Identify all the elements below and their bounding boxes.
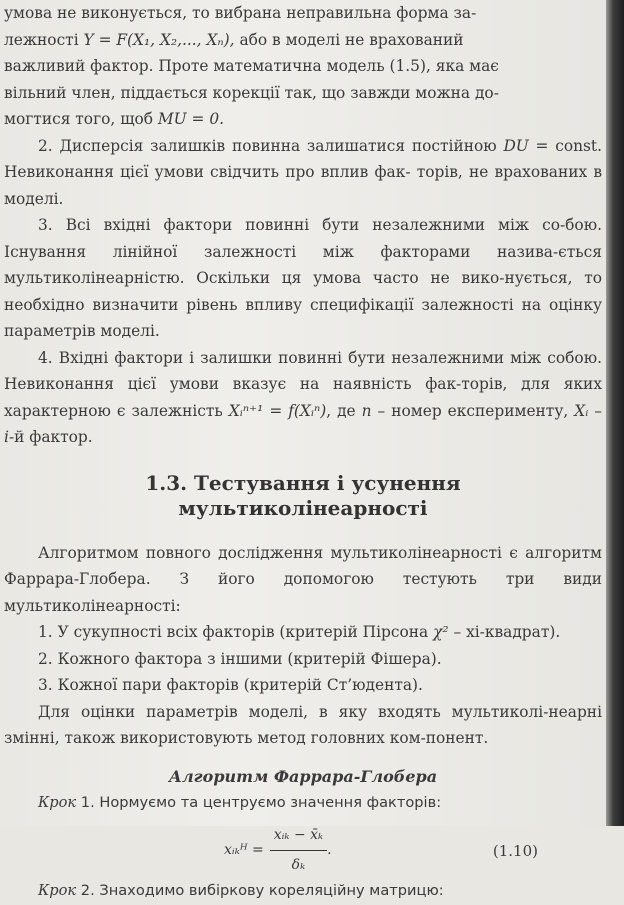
step-text: 2. Знаходимо вибіркову кореляційну матрицю: [76, 882, 444, 899]
formula-inline: χ² [433, 623, 449, 641]
formula-inline: Xᵢ [574, 401, 589, 420]
fraction-numerator: xᵢₖ − x̄ₖ [270, 822, 327, 851]
text-span: – номер експерименту, [371, 401, 575, 420]
step-label: Крок [38, 882, 77, 899]
section-heading-line: 1.3. Тестування і усунення [145, 470, 461, 495]
list-item: 2. Кожного фактора з іншими (критерій Фішера). [38, 649, 442, 668]
formula-inline: MU = 0. [157, 110, 225, 128]
list-item [4, 619, 602, 646]
text-line [4, 27, 602, 54]
formula-inline: DU [503, 136, 529, 155]
text-span: 2. Дисперсія залишків повинна залишатися постійною [38, 136, 497, 155]
formula-end: . [327, 841, 332, 858]
formula-inline: i [4, 428, 9, 446]
text-span: – [588, 401, 602, 420]
step-label: Крок [38, 793, 77, 811]
equation-number: (1.10) [492, 842, 538, 860]
formula-inline: Y = F(X₁, X₂,..., Xₙ), [83, 30, 235, 49]
text-span: умова не виконується, то вибрана неправильна форма за- [4, 4, 477, 22]
text-line [4, 106, 602, 133]
text-span: – хі-квадрат). [448, 623, 561, 641]
step-1 [4, 790, 602, 817]
text-span: лежності [4, 30, 84, 49]
formula-block [4, 816, 602, 878]
text-span: , де [326, 401, 362, 420]
fraction [270, 822, 327, 878]
section-heading-line: мультиколінеарності [178, 495, 428, 520]
list-item: 3. Кожної пари факторів (критерій Ст’юдента). [38, 676, 423, 694]
text-line [4, 53, 602, 80]
fraction-denominator: δₖ [291, 856, 306, 873]
text-line [4, 80, 602, 107]
formula-lhs: xᵢₖᴴ = [224, 841, 264, 858]
text-span: 1. У сукупності всіх факторів (критерій Пірсона [38, 623, 434, 641]
page-text [4, 0, 602, 905]
text-span: торів, не врахованих в моделі. [4, 163, 602, 208]
paragraph: Для оцінки параметрів моделі, в яку входять мультиколі-неарні змінні, також використовують метод головних ком-понент. [4, 702, 602, 747]
formula-inline: Xᵢⁿ⁺¹ = f(Xᵢⁿ) [228, 401, 327, 420]
text-span: могтися того, щоб [4, 110, 158, 128]
text-line [4, 0, 602, 27]
step-text: 1. Нормуємо та центруємо значення факторів: [76, 793, 442, 811]
intro-paragraph: Алгоритмом повного дослідження мультиколінеарності є алгоритм Фаррара-Глобера. З його допомогою тестують три види мультиколінеарності: [4, 543, 602, 615]
section-heading [4, 471, 602, 521]
step-2 [4, 878, 602, 905]
text-span: 4. Вхідні фактори і залишки повинні бути незалежними між собою. Невиконання цієї умови вказує на наявність фак-торів, для яких характерною є залежність [4, 348, 602, 420]
formula-inline: n [361, 401, 372, 420]
paragraph-4 [4, 345, 602, 451]
text-span: = const. Невиконання цієї умови свідчить про вплив фак- [4, 136, 602, 181]
text-span: або в моделі не врахований [234, 30, 464, 49]
paragraph-2 [4, 133, 602, 213]
book-spine-shadow [606, 0, 624, 826]
text-span: -й фактор. [8, 428, 93, 446]
text-span: вільний член, піддається корекції так, що завжди можна до- [4, 83, 499, 102]
formula-expression [224, 822, 332, 878]
text-span: важливий фактор. Проте математична модель (1.5), яка має [4, 57, 499, 75]
algorithm-title: Алгоритм Фаррара-Глобера [168, 766, 438, 786]
paragraph-3: 3. Всі вхідні фактори повинні бути незалежними між со-бою. Існування лінійної залежності між факторами назива-ється мультиколінеарністю. Оскільки ця умова часто не вико-нується, то необхідно визначити рівень впливу специфікації залежності на оцінку параметрів моделі. [4, 216, 602, 340]
